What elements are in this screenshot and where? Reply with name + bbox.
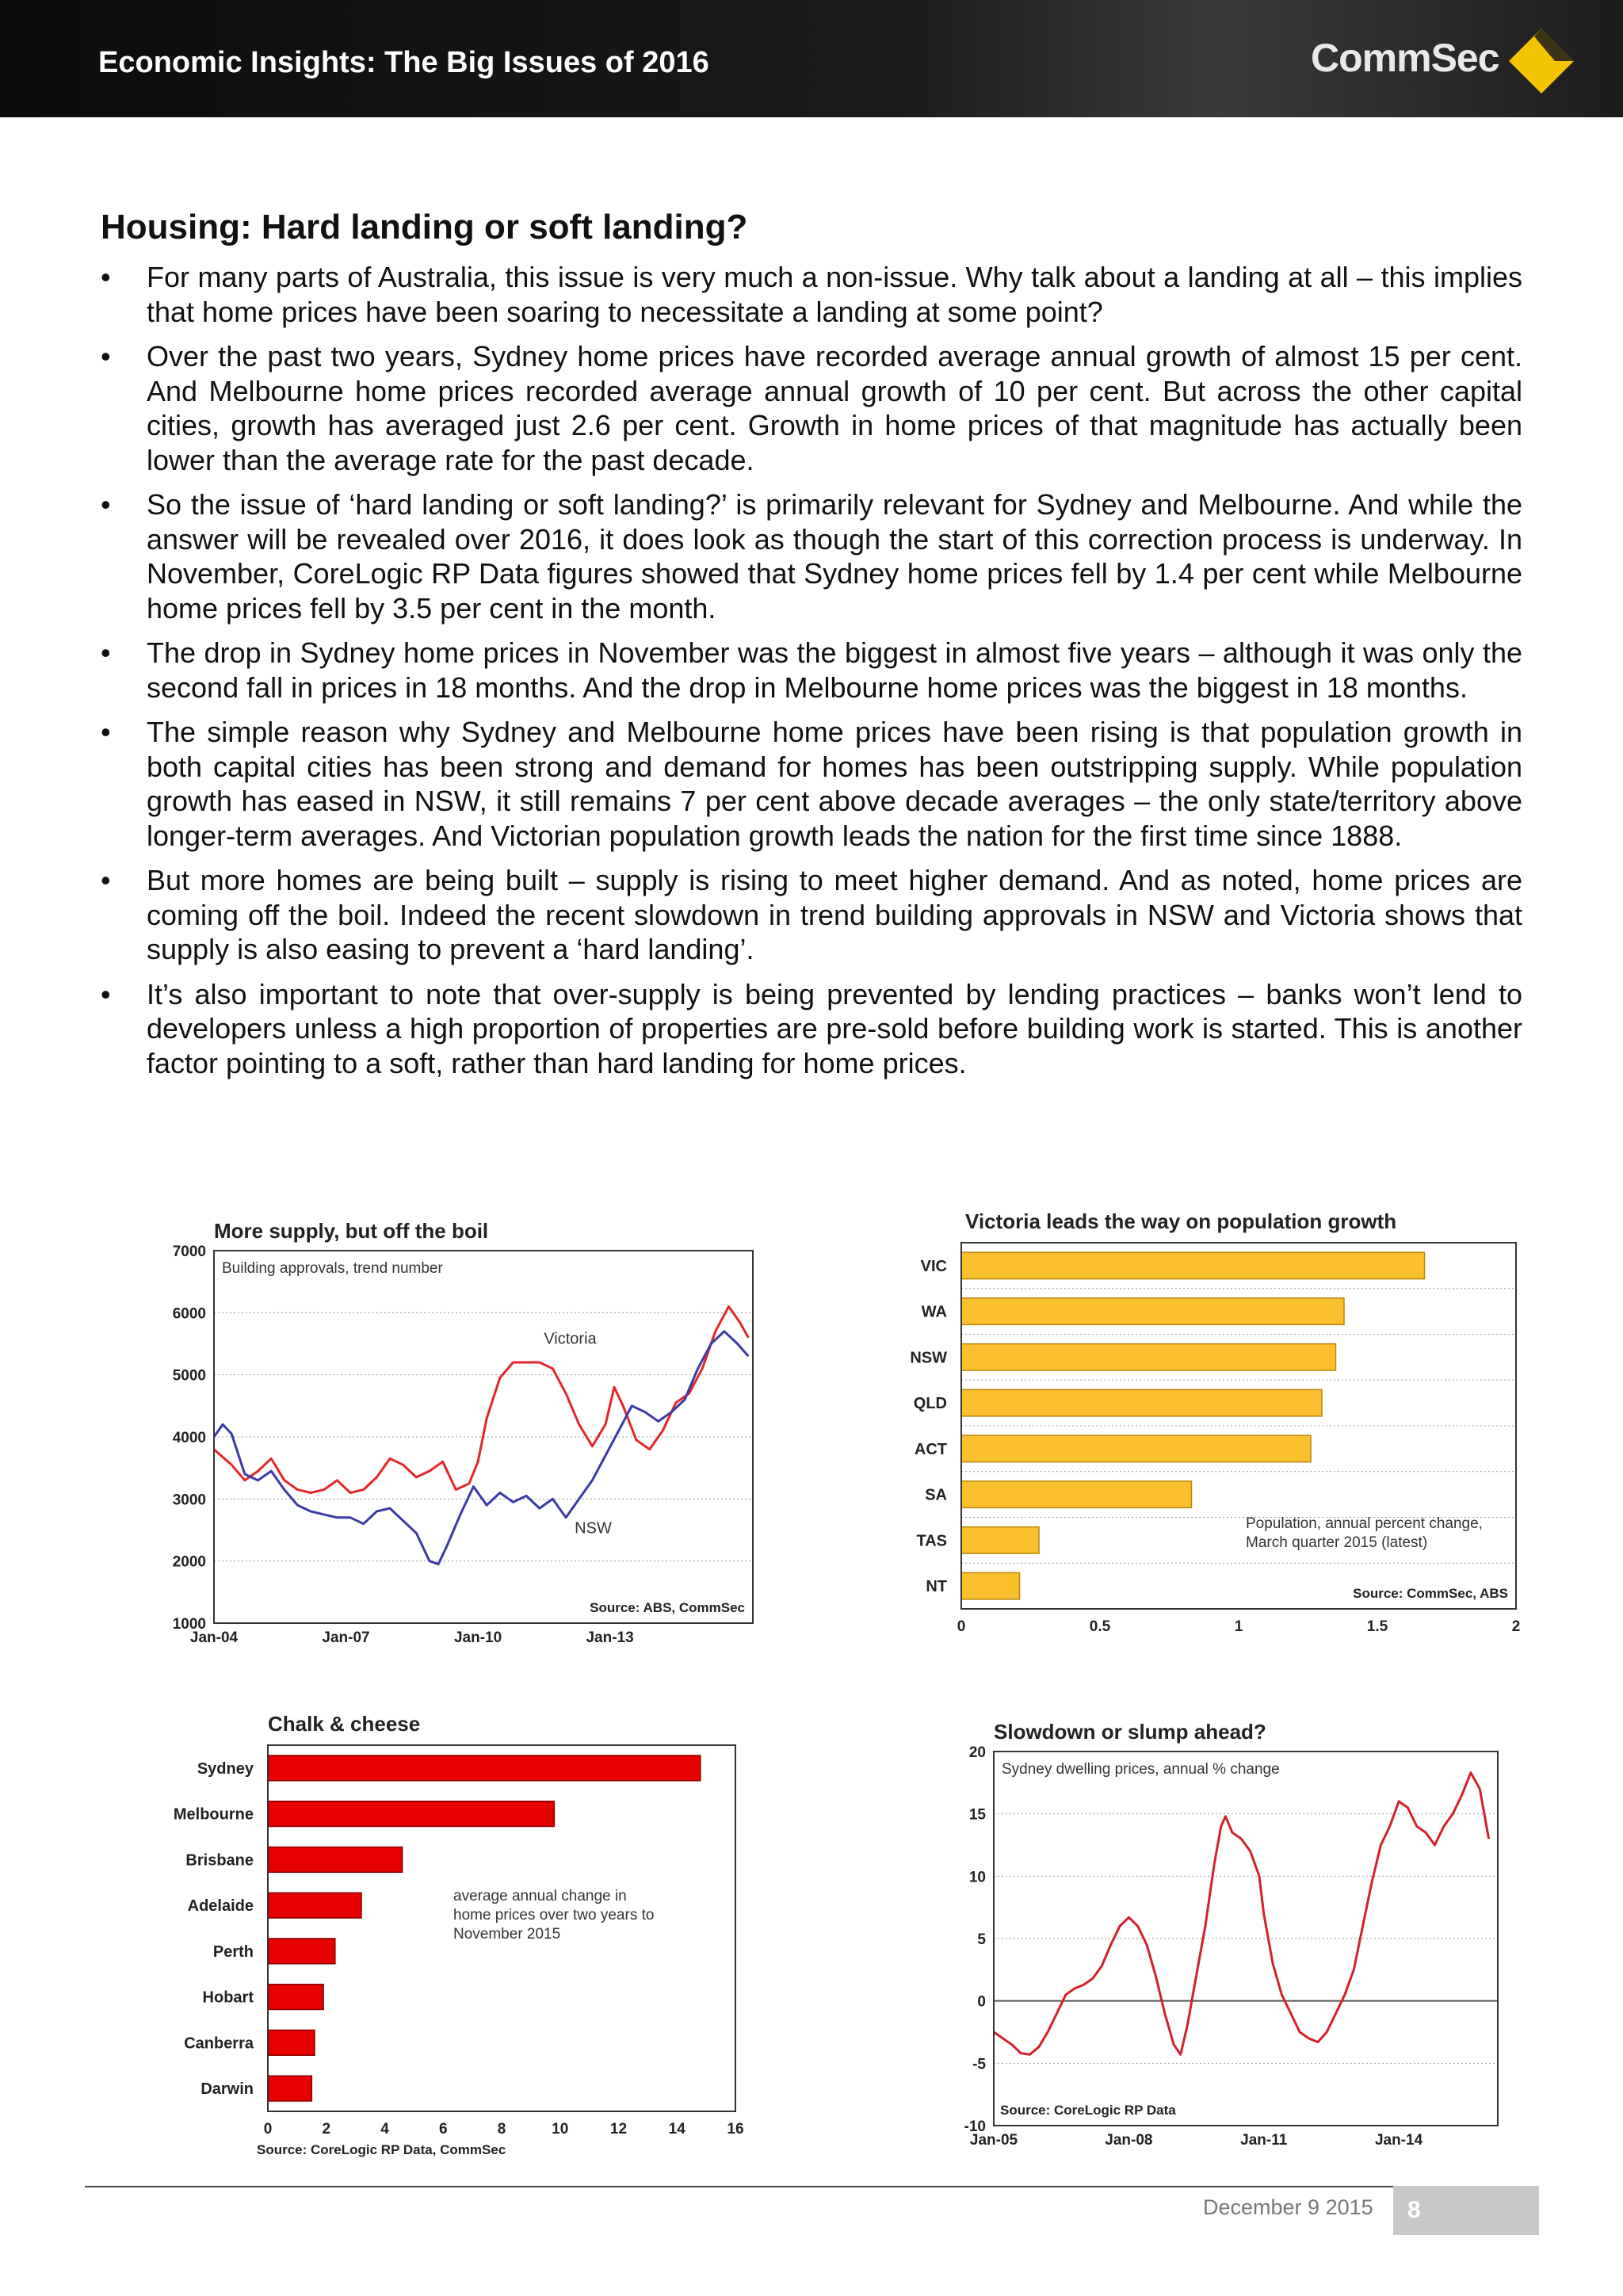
y-tick-label: 10 bbox=[968, 1869, 986, 1886]
population-chart-svg bbox=[896, 1205, 1529, 1641]
chart-title: Chalk & cheese bbox=[268, 1712, 421, 1736]
bar bbox=[961, 1527, 1039, 1553]
bar bbox=[268, 2030, 315, 2055]
chart-slowdown bbox=[943, 1712, 1529, 2156]
chart-subtitle: Building approvals, trend number bbox=[222, 1260, 443, 1277]
bar bbox=[961, 1572, 1020, 1599]
chart-note: average annual change in bbox=[453, 1888, 627, 1904]
y-tick-label: 20 bbox=[968, 1744, 986, 1761]
chart-note: Population, annual percent change, bbox=[1246, 1515, 1483, 1532]
category-label: Sydney bbox=[197, 1759, 254, 1778]
brand-logo-text: CommSec bbox=[1311, 36, 1499, 80]
chart-title: More supply, but off the boil bbox=[214, 1219, 489, 1243]
category-label: Darwin bbox=[200, 2080, 254, 2099]
bullet-item: • The drop in Sydney home prices in November was the biggest in almost five years – although it was only the second fall in prices in 18 months. And the drop in Melbourne home prices was the biggest in 18 months. bbox=[101, 636, 1522, 705]
commsec-diamond-icon bbox=[1506, 25, 1577, 97]
report-title: Economic Insights: The Big Issues of 2016 bbox=[98, 46, 709, 79]
category-label: QLD bbox=[913, 1395, 947, 1413]
bar bbox=[961, 1252, 1425, 1278]
bar bbox=[961, 1435, 1311, 1461]
y-tick-label: 0 bbox=[977, 1993, 986, 2011]
bar bbox=[961, 1344, 1336, 1370]
chart-subtitle: Sydney dwelling prices, annual % change bbox=[1002, 1761, 1280, 1778]
bullet-item: • It’s also important to note that over-supply is being prevented by lending practices – banks won’t lend to developers unless a high proportion of properties are pre-sold before building work is started. This is another factor pointing to a soft, rather than hard landing for home prices. bbox=[101, 977, 1522, 1081]
series-label: Victoria bbox=[544, 1330, 597, 1348]
section-heading: Housing: Hard landing or soft landing? bbox=[101, 208, 748, 246]
chart-note: home prices over two years to bbox=[453, 1907, 655, 1924]
y-tick-label: 3000 bbox=[172, 1492, 206, 1509]
x-tick-label: Jan-11 bbox=[1240, 2132, 1288, 2149]
x-tick-label: Jan-10 bbox=[453, 1629, 502, 1646]
y-tick-label: 4000 bbox=[172, 1430, 206, 1446]
supply-chart-svg bbox=[151, 1205, 769, 1656]
y-tick-label: 5000 bbox=[172, 1367, 206, 1385]
bullet-item: • So the issue of ‘hard landing or soft landing?’ is primarily relevant for Sydney and Melbourne. And while the answer will be revealed over 2016, it does look as though the start of this correction process is underway. In November, CoreLogic RP Data figures showed that Sydney home prices fell by 1.4 per cent while Melbourne home prices fell by 3.5 per cent in the month. bbox=[101, 487, 1522, 625]
footer-date: December 9 2015 bbox=[1203, 2195, 1373, 2219]
bar bbox=[961, 1481, 1192, 1507]
y-tick-label: 1000 bbox=[172, 1616, 206, 1633]
bullet-item: • The simple reason why Sydney and Melbourne home prices have been rising is that population growth in both capital cities has been strong and demand for homes has been outstripping supply. While population growth has eased in NSW, it still remains 7 per cent above decade averages – the only state/territory above longer-term averages. And Victorian population growth leads the nation for the first time since 1888. bbox=[101, 715, 1522, 853]
category-label: WA bbox=[921, 1303, 947, 1321]
category-label: TAS bbox=[916, 1532, 947, 1550]
category-label: SA bbox=[925, 1486, 947, 1504]
y-tick-label: -5 bbox=[972, 2056, 986, 2073]
chart-source: Source: ABS, CommSec bbox=[590, 1600, 745, 1615]
bar bbox=[268, 2076, 311, 2101]
y-tick-label: 15 bbox=[968, 1806, 986, 1824]
x-tick-label: 2 bbox=[322, 2121, 331, 2137]
category-label: NSW bbox=[910, 1349, 947, 1367]
x-tick-label: 4 bbox=[380, 2121, 389, 2137]
x-tick-label: 16 bbox=[727, 2121, 744, 2137]
x-tick-label: 0 bbox=[957, 1618, 966, 1635]
page-number-box bbox=[1393, 2186, 1539, 2235]
bullet-item: • Over the past two years, Sydney home prices have recorded average annual growth of almost 15 per cent. And Melbourne home prices recorded average annual growth of 10 per cent. But across the other capital cities, growth has averaged just 2.6 per cent. Growth in home prices of that magnitude has actually been lower than the average rate for the past decade. bbox=[101, 339, 1522, 477]
chart-source: Source: CommSec, ABS bbox=[1353, 1586, 1508, 1601]
x-tick-label: 2 bbox=[1511, 1618, 1521, 1635]
x-tick-label: 8 bbox=[497, 2121, 506, 2137]
bar bbox=[268, 1893, 361, 1918]
x-tick-label: 1 bbox=[1234, 1618, 1243, 1635]
y-tick-label: -10 bbox=[964, 2118, 986, 2135]
x-tick-label: 0.5 bbox=[1089, 1618, 1111, 1635]
y-tick-label: 6000 bbox=[172, 1305, 206, 1323]
x-tick-label: Jan-08 bbox=[1105, 2132, 1153, 2149]
x-tick-label: Jan-05 bbox=[969, 2132, 1018, 2149]
bar bbox=[961, 1389, 1322, 1415]
chalk-chart-svg bbox=[151, 1704, 769, 2157]
x-tick-label: 6 bbox=[438, 2121, 448, 2137]
page-header bbox=[0, 0, 1623, 117]
category-label: Perth bbox=[212, 1943, 254, 1961]
x-tick-label: Jan-14 bbox=[1374, 2132, 1423, 2149]
bar bbox=[268, 1939, 335, 1964]
category-label: Melbourne bbox=[173, 1805, 254, 1824]
bullet-item: • For many parts of Australia, this issue is very much a non-issue. Why talk about a landing at all – this implies that home prices have been soaring to necessitate a landing at some point? bbox=[101, 260, 1522, 329]
chart-source: Source: CoreLogic RP Data, CommSec bbox=[257, 2142, 506, 2157]
category-label: ACT bbox=[914, 1440, 947, 1458]
category-label: Canberra bbox=[184, 2034, 254, 2053]
chart-note: March quarter 2015 (latest) bbox=[1246, 1534, 1428, 1551]
x-tick-label: 0 bbox=[263, 2121, 273, 2137]
chart-population bbox=[896, 1205, 1529, 1641]
slump-chart-svg bbox=[943, 1712, 1529, 2156]
y-tick-label: 2000 bbox=[172, 1553, 206, 1571]
page-number: 8 bbox=[1407, 2197, 1421, 2223]
chart-chalk-cheese bbox=[151, 1704, 769, 2157]
chart-title: Slowdown or slump ahead? bbox=[994, 1720, 1266, 1744]
bar bbox=[268, 1985, 323, 2010]
bar bbox=[268, 1847, 403, 1872]
chart-source: Source: CoreLogic RP Data bbox=[1000, 2103, 1176, 2118]
bar bbox=[268, 1801, 554, 1827]
x-tick-label: 14 bbox=[668, 2121, 685, 2137]
x-tick-label: 12 bbox=[609, 2121, 628, 2137]
y-tick-label: 7000 bbox=[172, 1244, 206, 1260]
category-label: NT bbox=[926, 1578, 947, 1596]
category-label: Hobart bbox=[202, 1988, 254, 2007]
category-label: Brisbane bbox=[185, 1851, 254, 1870]
bullet-list bbox=[101, 260, 1522, 1091]
footer-divider bbox=[85, 2186, 1539, 2187]
bar bbox=[961, 1298, 1344, 1324]
y-tick-label: 5 bbox=[977, 1931, 986, 1948]
bullet-item: • But more homes are being built – supply is rising to meet higher demand. And as noted, home prices are coming off the boil. Indeed the recent slowdown in trend building approvals in NSW and Victoria shows that supply is also easing to prevent a ‘hard landing’. bbox=[101, 863, 1522, 967]
bar bbox=[268, 1755, 701, 1781]
chart-supply bbox=[151, 1205, 769, 1656]
series-line bbox=[214, 1307, 748, 1493]
category-label: Adelaide bbox=[187, 1897, 254, 1916]
x-tick-label: Jan-13 bbox=[586, 1629, 634, 1646]
category-label: VIC bbox=[920, 1257, 947, 1275]
x-tick-label: Jan-07 bbox=[322, 1629, 370, 1646]
x-tick-label: 1.5 bbox=[1366, 1618, 1388, 1635]
series-label: NSW bbox=[575, 1519, 612, 1538]
series-line bbox=[994, 1773, 1489, 2055]
chart-note: November 2015 bbox=[453, 1926, 561, 1943]
x-tick-label: 10 bbox=[552, 2121, 569, 2137]
x-tick-label: Jan-04 bbox=[189, 1629, 239, 1646]
chart-title: Victoria leads the way on population growth bbox=[965, 1209, 1397, 1233]
